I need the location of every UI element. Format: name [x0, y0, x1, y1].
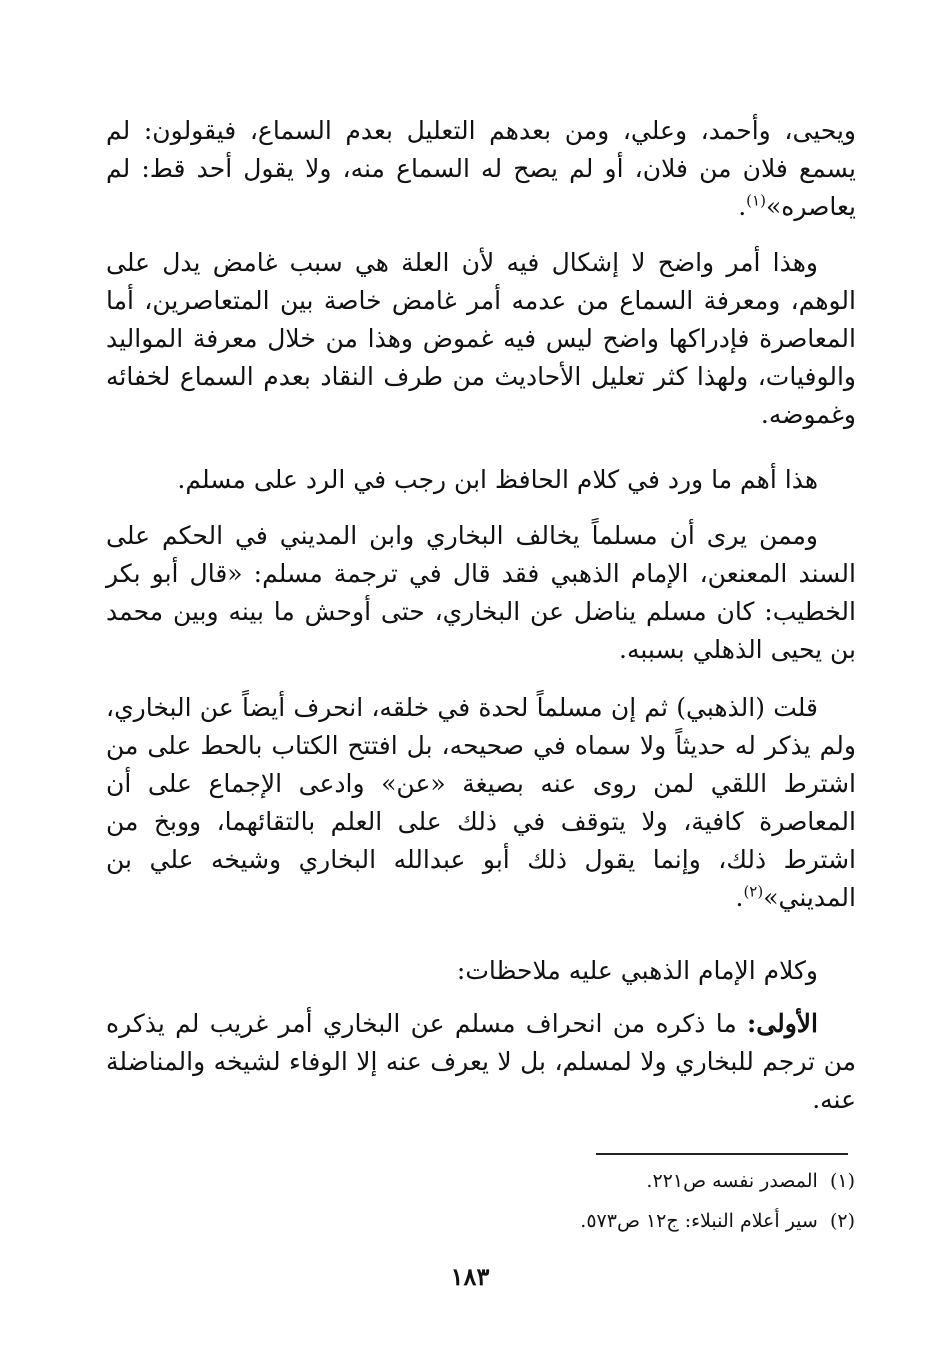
footnote-text: المصدر نفسه ص٢٢١. — [646, 1170, 818, 1192]
footnote-1 — [350, 1168, 855, 1194]
footnote-2 — [350, 1208, 855, 1234]
footnote-ref-1[interactable]: (١) — [746, 191, 766, 210]
paragraph-text: ويحيى، وأحمد، وعلي، ومن بعدهم التعليل بعدم السماع، فيقولون: لم يسمع فلان من فلان، أو لم يصح له السماع منه، ولا يقول أحد قط: لم يعاصره» — [106, 116, 856, 221]
period: . — [735, 883, 744, 912]
paragraph-continuation-quote — [106, 112, 856, 226]
paragraph-dhahabi-quote — [106, 689, 856, 917]
page-number: ١٨٣ — [450, 1262, 490, 1291]
period: . — [738, 192, 747, 221]
footnote-separator — [596, 1153, 848, 1155]
footnote-text: سير أعلام النبلاء: ج١٢ ص٥٧٣. — [580, 1210, 818, 1232]
footnote-number: (١) — [829, 1170, 855, 1192]
paragraph-text: قلت (الذهبي) ثم إن مسلماً لحدة في خلقه، انحرف أيضاً عن البخاري، ولم يذكر له حديثاً ولا سماه في صحيحه، بل افتتح الكتاب بالحط على من اشترط اللقي لمن روى عنه بصيغة «عن» وادعى الإجماع على أن المعاصرة كافية، ولا يتوقف في ذلك على العلم بالتقائهما، ووبخ من اشترط ذلك، وإنما يقول ذلك أبو عبدالله البخاري وشيخه علي بن المديني» — [106, 693, 856, 912]
paragraph-explanation: وهذا أمر واضح لا إشكال فيه لأن العلة هي سبب غامض يدل على الوهم، ومعرفة السماع من عدمه أمر غامض خاصة بين المتعاصرين، أما المعاصرة فإدراكها واضح ليس فيه غموض وهذا من خلال معرفة المواليد والوفيات، ولهذا كثر تعليل الأحاديث من طرف النقاد بعدم السماع لخفائه وغموضه. — [106, 248, 856, 429]
paragraph-remarks-intro: وكلام الإمام الذهبي عليه ملاحظات: — [456, 956, 818, 985]
paragraph-text: ما ذكره من انحراف مسلم عن البخاري أمر غريب لم يذكره من ترجم للبخاري ولا لمسلم، بل لا يعرف عنه إلا الوفاء لشيخه والمناضلة عنه. — [106, 1009, 856, 1114]
first-remark-label: الأولى: — [747, 1009, 818, 1038]
footnote-ref-2[interactable]: (٢) — [743, 882, 764, 901]
paragraph-first-remark — [106, 1005, 856, 1119]
footnote-number: (٢) — [829, 1210, 855, 1232]
paragraph-summary: هذا أهم ما ورد في كلام الحافظ ابن رجب في الرد على مسلم. — [177, 465, 818, 494]
paragraph-dhahabi-view: وممن يرى أن مسلماً يخالف البخاري وابن المديني في الحكم على السند المعنعن، الإمام الذهبي فقد قال في ترجمة مسلم: «قال أبو بكر الخطيب: كان مسلم يناضل عن البخاري، حتى أوحش ما بينه وبين محمد بن يحيى الذهلي بسببه. — [106, 521, 856, 664]
